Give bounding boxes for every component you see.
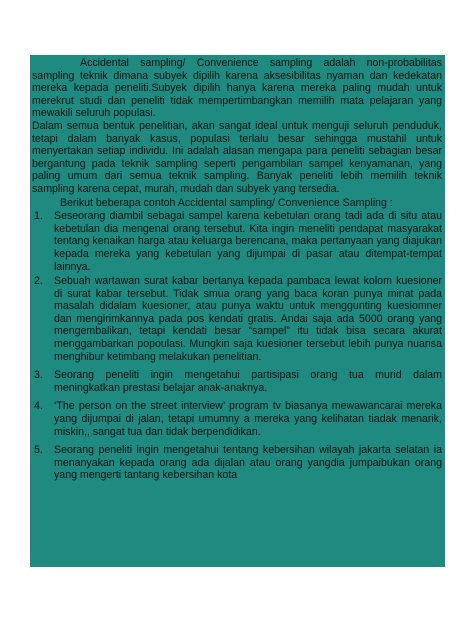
list-item: [32, 275, 442, 363]
document-text: [32, 57, 442, 482]
list-item-text: Sebuah wartawan surat kabar bertanya kepada pambaca lewat kolom kuesioner di surat kabar tersebut. Tidak smua orang yang baca koran punya minat pada masalah didalam kuesioner, atau punya waktu untuk menggunting kuesiomner dan mengirimkannya pada pos kendati gratis. Andai saja ada 5000 orang yang mengembalikan, tetapi kendati besar “sampel” itu tidak bisa secara akurat menggambarkan popoulasi. Mungkin saja kuesioner tersebut lebih punya nuansa menghibur ketimbang melakukan penelitian.: [54, 275, 442, 363]
list-number: 3.: [34, 369, 43, 382]
list-item: [32, 369, 442, 394]
list-number: 1.: [34, 210, 43, 223]
list-item: [32, 444, 442, 482]
intro-paragraph-1: Accidental sampling/ Convenience sampling adalah non-probabilitas sampling teknik dimana subyek dipilih karena aksesibilitas nyaman dan kedekatan mereka kepada peneliti.Subyek dipilih hanya karena mereka paling mudah untuk merekrut studi dan peneliti tidak mempertimbangkan memilih mata pelajaran yang mewakili seluruh populasi.: [32, 57, 442, 120]
list-item: [32, 400, 442, 438]
list-number: 5.: [34, 444, 43, 457]
list-number: 2.: [34, 275, 43, 288]
list-number: 4.: [34, 400, 43, 413]
list-item-text: Seseorang diambil sebagai sampel karena kebetulan orang tadi ada di situ atau kebetulan dia mengenal orang tersebut. Kita ingin meneliti pendapat masyarakat tentang kenaikan harga atau keluarga berencana, maka pertanyaan yang diajukan kepada mereka yang kebetulan yang dijumpai di pasar atau ditempat-tempat lainnya.: [54, 210, 442, 273]
intro-paragraph-2: Dalam semua bentuk penelitian, akan sangat ideal untuk menguji seluruh penduduk, tetapi dalam banyak kasus, populasi terlalu besar sehingga mustahil untuk menyertakan setiap individu. Ini adalah alasan mengapa para peneliti sebagian besar bergantung pada teknik sampling seperti pengambilan sampel kenyamanan, yang paling umum dari semua teknik sampling. Banyak peneliti lebih memilih teknik sampling karena cepat, murah, mudah dan subyek yang tersedia.: [32, 119, 442, 195]
intro-paragraph-3: Berikut beberapa contoh Accidental sampling/ Convenience Sampling :: [60, 196, 393, 209]
example-list: [32, 210, 442, 482]
list-item-text: Seorang peneliti ingin mengetahui partisipasi orang tua murid dalam meningkatkan prestasi belajar anak-anaknya.: [54, 369, 442, 394]
list-item-text: ‘The person on the street interview’ program tv biasanya mewawancarai mereka yang dijumpai di jalan, tetapi umumny a mereka yang kelihatan tiadak menarik, miskin,, sangat tua dan tidak berpendidikan.: [54, 400, 442, 438]
list-item-text: Seorang peneliti ingin mengetahui tentang kebersihan wilayah jakarta selatan ia menanyakan kepada orang ada dijalan atau orang yangdia jumpaibukan orang yang mengerti tantang kebersihan kota: [54, 444, 442, 482]
list-item: [32, 210, 442, 273]
